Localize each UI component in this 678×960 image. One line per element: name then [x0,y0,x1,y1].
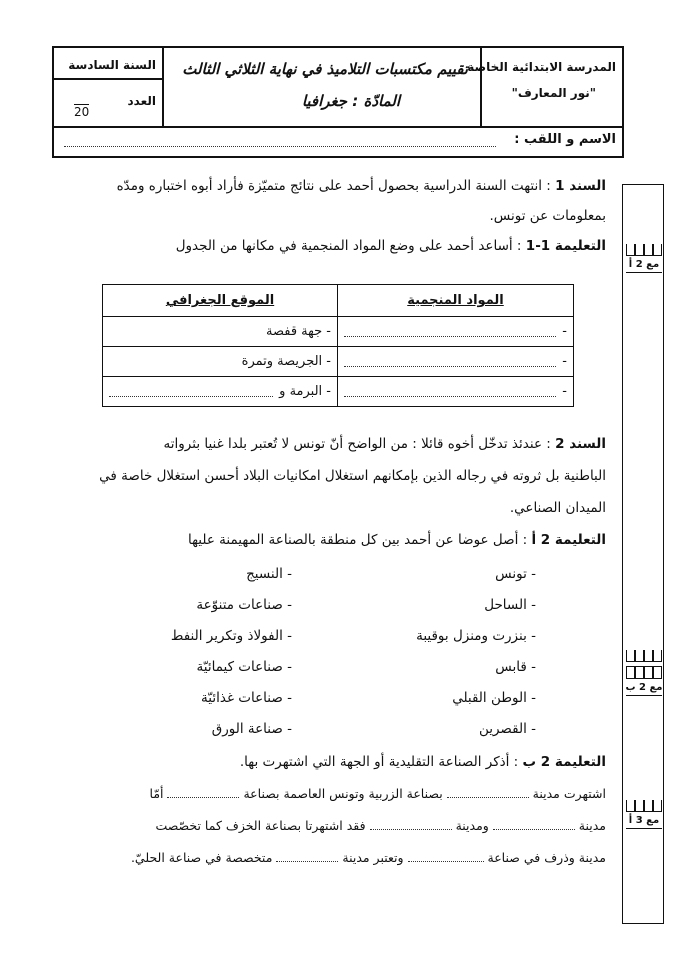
sanad2-line2: الباطنية بل ثروته في رجاله الذين بإمكانهم استغلال امكانيات البلاد أحسن استغلال خاصة في [99,468,606,484]
table-row [103,317,574,347]
table-row [103,377,574,407]
sanad2-line3: الميدان الصناعي. [509,500,606,516]
mineral-dash: - [562,354,567,369]
score-boxes [624,667,664,681]
margin-criterion-3 [624,800,664,829]
q2b-fill-line1 [150,786,606,801]
q2a-label: التعليمة 2 أ [531,532,606,548]
school-name-line1: المدرسة الابتدائية الخاصة [467,60,616,74]
fill-text: متخصصة في صناعة الحليّ. [130,850,273,865]
q2b-line [240,754,606,770]
name-row-divider [54,126,622,128]
industry-item[interactable]: - الفولاذ وتكرير النفط [170,628,292,644]
location-text: - البرمة و [279,384,331,399]
location-text: - جهة قفصة [266,324,331,339]
school-name-line2: "نور المعارف" [511,86,596,100]
minerals-table [102,284,574,407]
blank-field[interactable] [167,787,239,798]
mineral-answer-2[interactable] [338,347,574,377]
score-boxes [624,650,664,664]
sanad1-label: السند 1 [555,178,606,194]
blank-field[interactable] [370,819,452,830]
blank-field[interactable] [408,851,484,862]
sanad2-label: السند 2 [555,436,606,452]
q2a-text: : أصل عوضا عن أحمد بين كل منطقة بالصناعة المهيمنة عليها [187,532,528,548]
fill-text: مدينة [578,818,606,833]
q2b-fill-line3 [131,850,606,865]
location-3[interactable] [103,377,338,407]
region-item[interactable]: - الوطن القبلي [452,690,536,706]
mineral-answer-3[interactable] [338,377,574,407]
industry-item[interactable]: - صناعات كيمائيّة [196,659,292,675]
region-item[interactable]: - القصرين [478,721,536,737]
blank-field[interactable] [276,851,338,862]
industry-item[interactable]: - النسيج [246,566,292,582]
q11-label: التعليمة 1-1 [525,238,606,254]
name-label: الاسم و اللقب : [514,132,616,147]
mineral-dash: - [562,324,567,339]
region-item[interactable]: - قابس [495,659,536,675]
fill-text: مدينة وذرف في صناعة [487,850,606,865]
title-cell [162,48,480,126]
mineral-dash: - [562,384,567,399]
blank-field[interactable] [447,787,529,798]
margin-criterion-1 [624,244,664,273]
exam-title: تقييم مكتسبات التلاميذ في نهاية الثلاثي الثالث [182,60,468,78]
fill-text: بصناعة الزربية وتونس العاصمة بصناعة [243,786,443,801]
industry-item[interactable]: - صناعات متنوّعة [196,597,292,613]
school-cell [467,48,622,126]
fill-text: ومدينة [455,818,489,833]
col-minerals: المواد المنجمية [338,285,574,317]
q11-line [176,238,606,254]
score-boxes [624,244,664,258]
fill-text: أمّا [149,786,164,801]
location-1 [103,317,338,347]
mark-total: 20 [74,105,90,119]
location-2 [103,347,338,377]
industry-item[interactable]: - صناعات غذائيّة [201,690,292,706]
q2a-line [188,532,606,548]
exam-header [52,46,624,158]
q11-text: : أساعد أحمد على وضع المواد المنجمية في مكانها من الجدول [175,238,522,254]
region-item[interactable]: - تونس [495,566,536,582]
sanad1-line1 [117,178,606,194]
fill-text: اشتهرت مدينة [532,786,606,801]
mark-label: العدد [127,94,156,108]
table-header-row [103,285,574,317]
margin-criterion-2 [624,650,664,696]
year-cell [54,48,162,126]
year-divider [54,78,162,80]
sanad2-text: : عندئذ تدخّل أخوه قائلا : من الواضح أنّ تونس لا تُعتبر بلدا غنيا بثرواته [163,436,551,452]
fill-text: وتعتبر مدينة [342,850,404,865]
sanad1-line2: بمعلومات عن تونس. [489,208,606,224]
col-location: الموقع الجغرافي [103,285,338,317]
location-text: - الجريصة وتمرة [241,354,331,369]
q2b-label: التعليمة 2 ب [522,754,606,770]
subject-label: المادّة : جغرافيا [301,92,400,110]
fill-text: فقد اشتهرتا بصناعة الخزف كما تخصّصت [155,818,366,833]
region-item[interactable]: - الساحل [484,597,536,613]
score-boxes [624,800,664,814]
name-field[interactable] [64,134,496,147]
grade-year: السنة السادسة [68,58,156,72]
table-row [103,347,574,377]
region-item[interactable]: - بنزرت ومنزل بوقيبة [416,628,536,644]
mineral-answer-1[interactable] [338,317,574,347]
q2b-text: : أذكر الصناعة التقليدية أو الجهة التي اشتهرت بها. [239,754,519,770]
criterion-label: مع 3 أ [628,815,660,826]
blank-field[interactable] [493,819,575,830]
criterion-label: مع 2 ب [625,682,663,693]
industry-item[interactable]: - صناعة الورق [211,721,292,737]
criterion-label: مع 2 أ [628,259,660,270]
q2b-fill-line2 [155,818,606,833]
sanad1-text: : انتهت السنة الدراسية بحصول أحمد على نتائج متميّزة فأراد أبوه اختباره ومدّه [116,178,551,194]
sanad2-line1 [164,436,606,452]
